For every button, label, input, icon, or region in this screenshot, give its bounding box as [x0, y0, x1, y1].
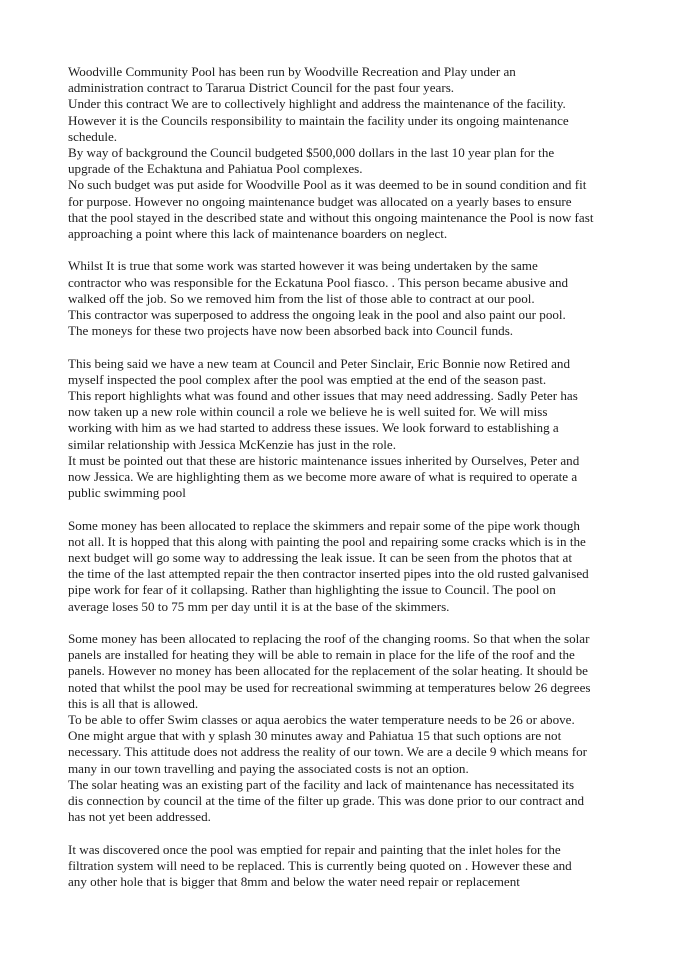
text-line: Woodville Community Pool has been run by Woodville Recreation and Play under an — [68, 64, 516, 79]
text-line: This contractor was superposed to address the ongoing leak in the pool and also paint our pool. — [68, 307, 566, 323]
text-line: This report highlights what was found and other issues that may need addressing. Sadly Peter has — [68, 388, 578, 404]
text-line: noted that whilst the pool may be used for recreational swimming at temperatures below 26 degrees — [68, 679, 591, 695]
text-line: It was discovered once the pool was emptied for repair and painting that the inlet holes for the — [68, 841, 561, 857]
text-line: this is all that is allowed. — [68, 695, 199, 711]
text-line: myself inspected the pool complex after the pool was emptied at the end of the season past. — [68, 371, 547, 387]
text-line: contractor who was responsible for the Eckatuna Pool fiasco. . This person became abusive and — [68, 274, 569, 290]
text-line: Whilst It is true that some work was started however it was being undertaken by the same — [68, 258, 538, 274]
text-line: filtration system will need to be replaced. This is currently being quoted on . However these and — [68, 857, 572, 873]
text-line: The solar heating was an existing part of the facility and lack of maintenance has necessitated its — [68, 776, 575, 792]
paragraph-6 — [68, 842, 628, 891]
text-line: It must be pointed out that these are historic maintenance issues inherited by Ourselves, Peter and — [68, 452, 580, 468]
text-line: any other hole that is bigger that 8mm and below the water need repair or replacement — [68, 874, 520, 890]
text-line: panels. However no money has been allocated for the replacement of the solar heating. It should be — [68, 663, 588, 679]
text-line: Some money has been allocated to replacing the roof of the changing rooms. So that when the solar — [68, 631, 590, 647]
paragraph-4 — [68, 518, 628, 615]
text-line: dis connection by council at the time of the filter up grade. This was done prior to our contract and — [68, 793, 585, 809]
text-line: now Jessica. We are highlighting them as we become more aware of what is required to operate a — [68, 469, 578, 485]
text-line: not all. It is hopped that this along with painting the pool and repairing some cracks which is in the — [68, 533, 586, 549]
text-line: The moneys for these two projects have now been absorbed back into Council funds. — [68, 323, 514, 339]
text-line: now taken up a new role within council a role we believe he is well suited for. We will miss — [68, 404, 548, 420]
text-line: similar relationship with Jessica McKenzie has just in the role. — [68, 436, 396, 452]
paragraph-2 — [68, 258, 628, 339]
paragraph-1 — [68, 64, 628, 242]
text-line: panels are installed for heating they will be able to remain in place for the life of the roof and the — [68, 647, 575, 663]
paragraph-3 — [68, 356, 628, 502]
text-line: By way of background the Council budgeted $500,000 dollars in the last 10 year plan for the — [68, 145, 555, 161]
text-line: working with him as we had started to address these issues. We look forward to establishing a — [68, 420, 559, 436]
text-line: No such budget was put aside for Woodville Pool as it was deemed to be in sound condition and fit — [68, 177, 587, 193]
text-line: that the pool stayed in the described state and without this ongoing maintenance the Pool is now fast — [68, 209, 594, 225]
text-line: next budget will go some way to addressing the leak issue. It can be seen from the photos that at — [68, 550, 572, 566]
text-line: many in our town travelling and paying the associated costs is not an option. — [68, 760, 469, 776]
paragraph-5 — [68, 631, 628, 825]
text-line: One might argue that with y splash 30 minutes away and Pahiatua 15 that such options are not — [68, 728, 562, 744]
text-line: administration contract to Tararua District Council for the past four years. — [68, 80, 455, 96]
text-line: However it is the Councils responsibility to maintain the facility under its ongoing maintenance — [68, 112, 569, 128]
text-line: To be able to offer Swim classes or aqua aerobics the water temperature needs to be 26 or above. — [68, 712, 575, 728]
document-body — [68, 64, 628, 906]
text-line: Under this contract We are to collectively highlight and address the maintenance of the facility. — [68, 96, 566, 112]
text-line: public swimming pool — [68, 485, 186, 501]
text-line: This being said we have a new team at Council and Peter Sinclair, Eric Bonnie now Retired and — [68, 355, 570, 371]
text-line: upgrade of the Echaktuna and Pahiatua Pool complexes. — [68, 161, 363, 177]
text-line: average loses 50 to 75 mm per day until it is at the base of the skimmers. — [68, 598, 450, 614]
text-line: Some money has been allocated to replace the skimmers and repair some of the pipe work though — [68, 517, 580, 533]
text-line: approaching a point where this lack of maintenance boarders on neglect. — [68, 226, 448, 242]
text-line: pipe work for fear of it collapsing. Rather than highlighting the issue to Council. The pool on — [68, 582, 556, 598]
text-line: has not yet been addressed. — [68, 809, 211, 825]
text-line: for purpose. However no ongoing maintenance budget was allocated on a yearly bases to ensure — [68, 193, 572, 209]
text-line: walked off the job. So we removed him from the list of those able to contract at our pool. — [68, 290, 535, 306]
text-line: the time of the last attempted repair the then contractor inserted pipes into the old rusted galvanised — [68, 566, 589, 582]
text-line: schedule. — [68, 128, 118, 144]
text-line: necessary. This attitude does not address the reality of our town. We are a decile 9 which means for — [68, 744, 588, 760]
